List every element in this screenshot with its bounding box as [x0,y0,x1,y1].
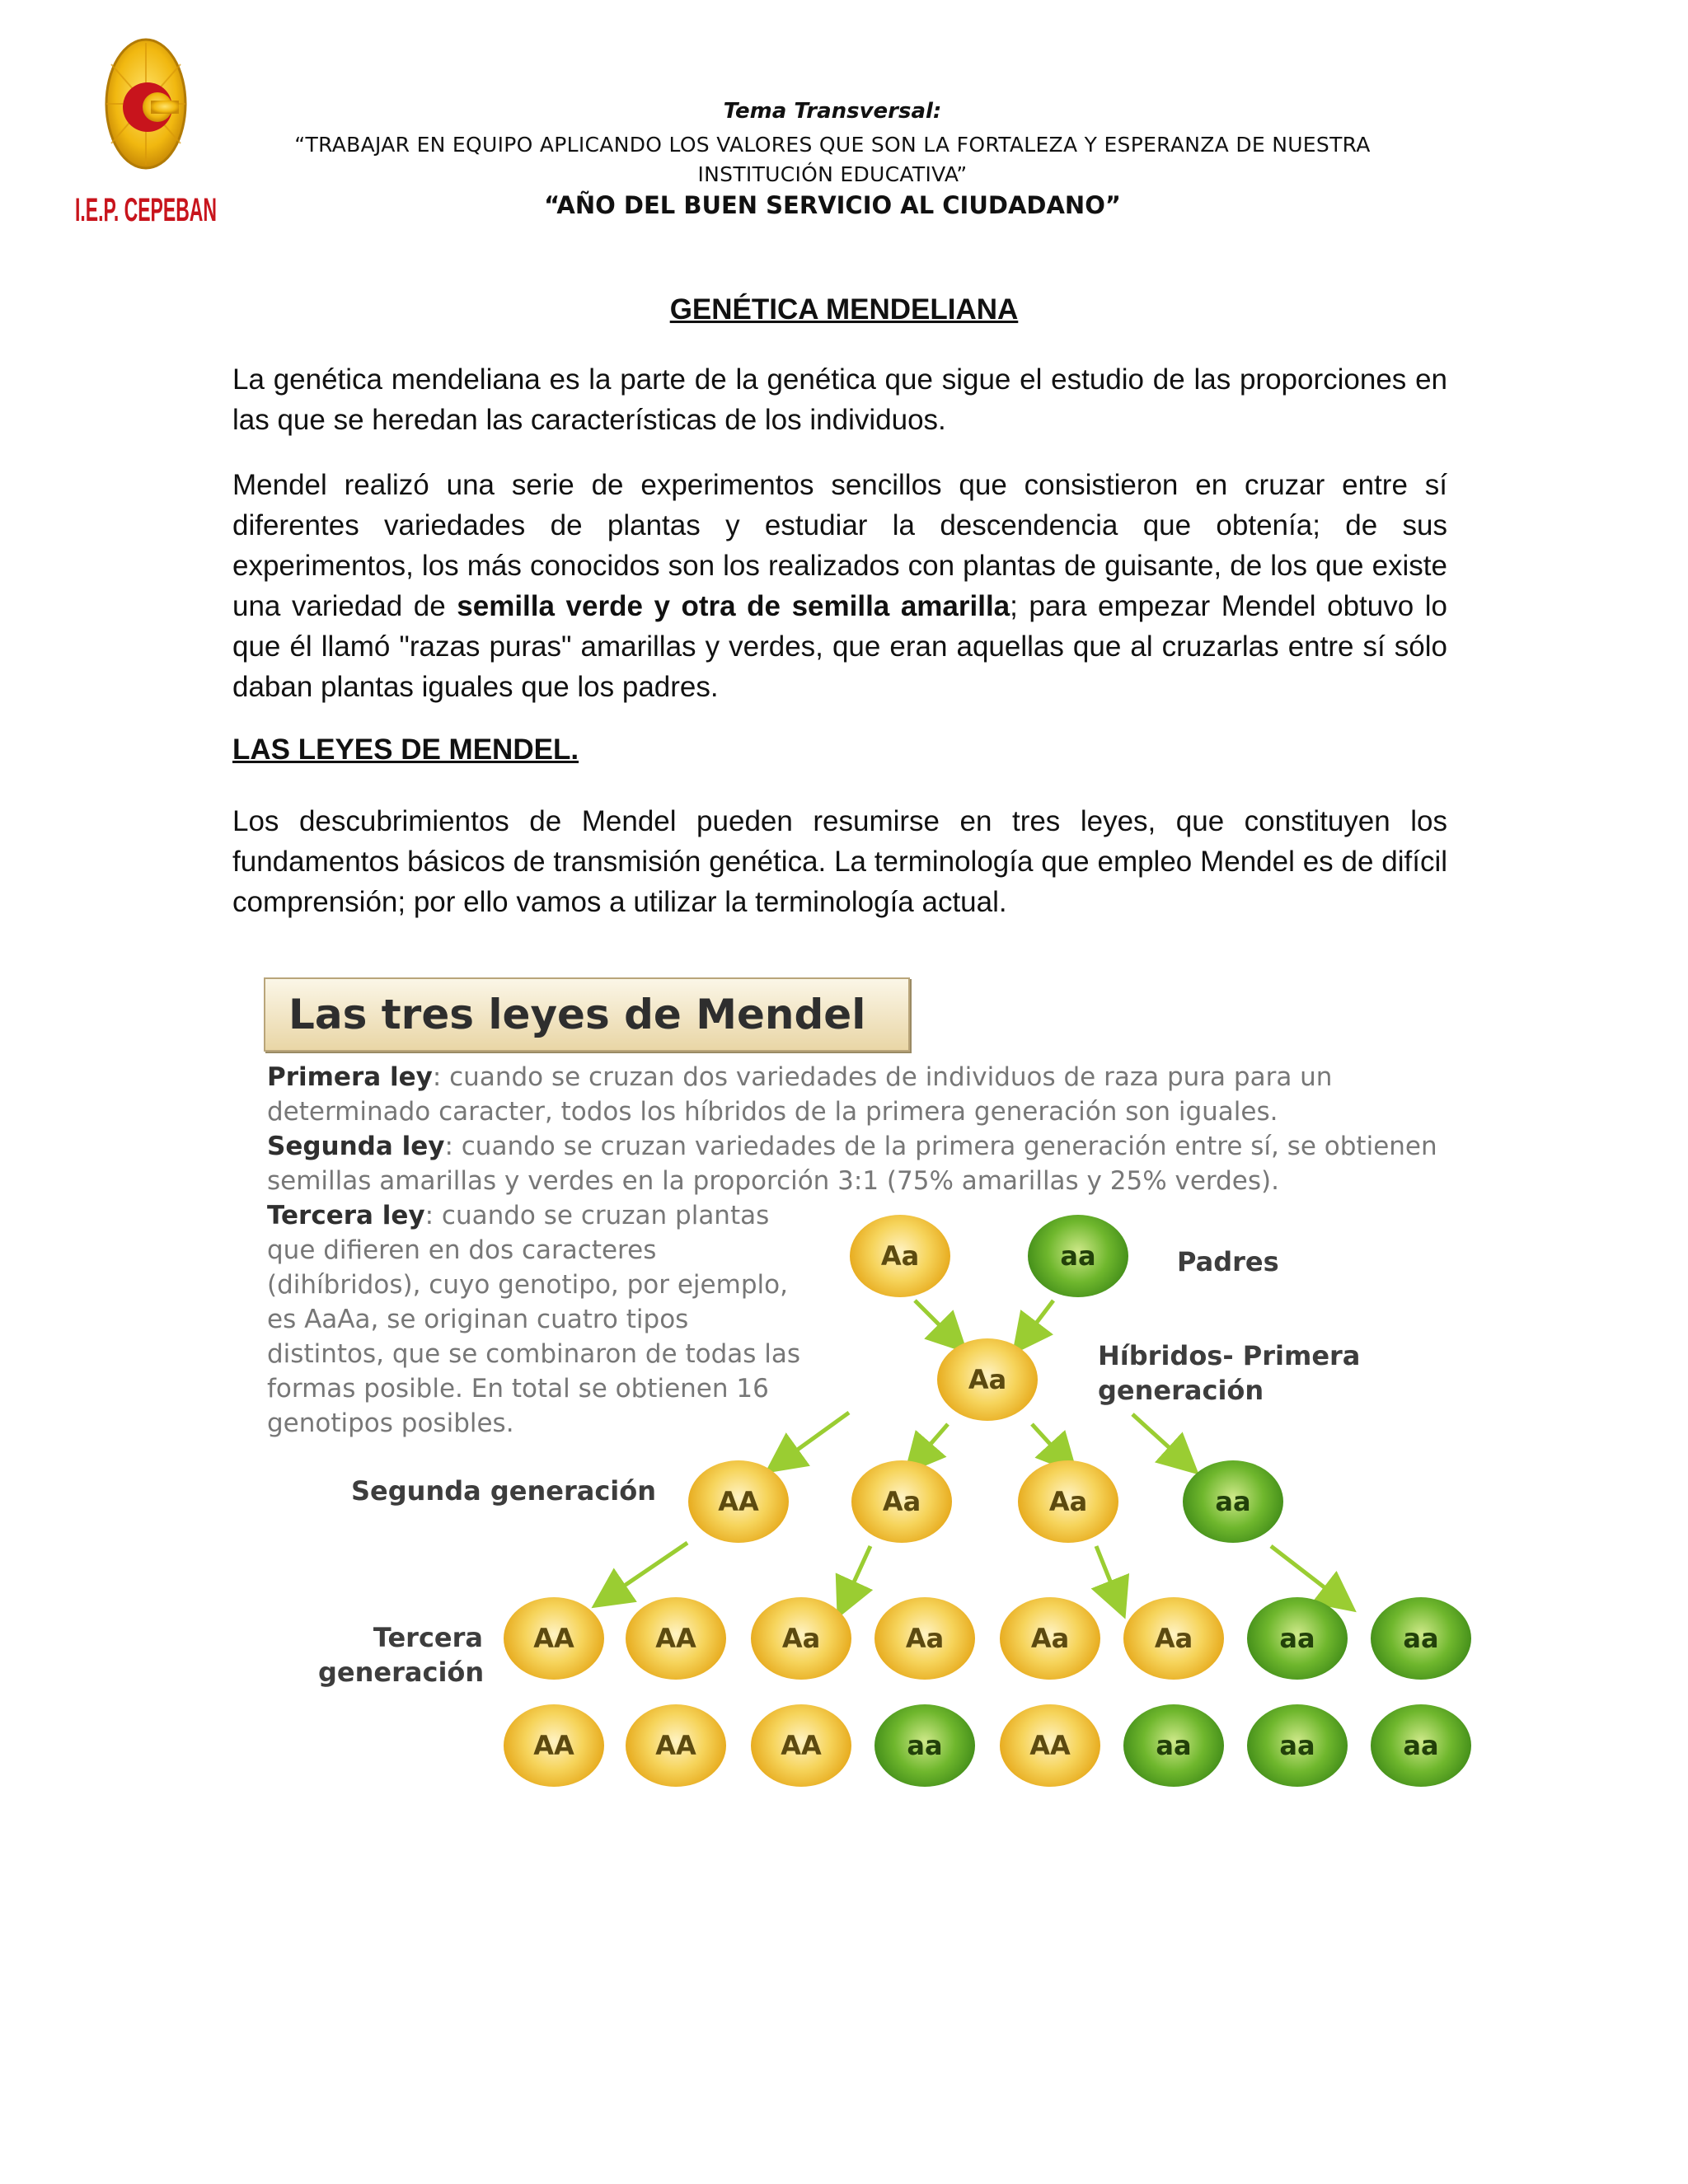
third-generation-seed: Aa [751,1597,851,1680]
inheritance-arrow [1032,1424,1067,1462]
motto-line-2: INSTITUCIÓN EDUCATIVA” [697,162,968,186]
third-generation-seed: AA [504,1597,604,1680]
label-hibridos-line-1: Híbridos- Primera [1098,1340,1361,1371]
document-title: GENÉTICA MENDELIANA [669,293,1019,326]
second-law-name: Segunda ley [267,1132,445,1161]
third-generation-seed: aa [1371,1704,1471,1787]
p2-text-a: Mendel realizó una serie de experimentos sencillos que consistieron en cruzar entre sí diferentes variedades de plantas y estudiar la descendencia que obtenía; de sus experimentos, los más conocidos son los realizados con plantas de guisante, de los que existe una variedad de [232,469,1447,622]
logo-text: I.E.P. CEPEBAN [75,192,217,228]
label-hibridos [1098,1338,1360,1408]
third-law-name: Tercera ley [267,1201,425,1230]
third-generation-seed: aa [1247,1597,1348,1680]
first-law-desc: : cuando se cruzan dos variedades de individuos de raza pura para un determinado caracter, todos los híbridos de la primera generación son iguales. [267,1062,1333,1127]
label-tercera-line-1: Tercera [373,1622,483,1653]
inheritance-arrow [1132,1414,1187,1464]
second-law-desc: : cuando se cruzan variedades de la primera generación entre sí, se obtienen semillas amarillas y verdes en la proporción 3:1 (75% amarillas y 25% verdes). [267,1132,1437,1196]
p2-text-b: ; para empezar Mendel obtuvo lo que él llamó "razas puras" amarillas y verdes, que eran aquellas que al cruzarlas entre sí sólo daban plantas iguales que los padres. [232,590,1448,703]
hybrid-seed: Aa [937,1338,1038,1421]
figure-title: Las tres leyes de Mendel [288,991,866,1038]
label-hibridos-line-2: generación [1098,1375,1264,1406]
second-generation-seed: aa [1183,1460,1283,1543]
year-slogan: “AÑO DEL BUEN SERVICIO AL CIUDADANO” [544,191,1121,219]
third-generation-seed: AA [1000,1704,1100,1787]
inheritance-arrow [915,1301,956,1342]
inheritance-arrow [844,1546,870,1604]
parent-seed: aa [1028,1215,1128,1297]
third-generation-seed: AA [626,1597,726,1680]
third-generation-seed: Aa [1000,1597,1100,1680]
motto-text [231,130,1434,190]
inheritance-arrow [1022,1301,1053,1342]
motto-line-1: “TRABAJAR EN EQUIPO APLICANDO LOS VALORES QUE SON LA FORTALEZA Y ESPERANZA DE NUESTRA [294,133,1371,157]
paragraph-experiments [232,465,1447,707]
third-generation-seed: AA [626,1704,726,1787]
second-generation-seed: AA [688,1460,789,1543]
third-generation-seed: aa [1123,1704,1224,1787]
third-generation-seed: AA [504,1704,604,1787]
second-generation-seed: Aa [851,1460,952,1543]
first-law-name: Primera ley [267,1062,433,1092]
paragraph-intro: La genética mendeliana es la parte de la genética que sigue el estudio de las proporciones en las que se heredan las características de los individuos. [232,363,1447,436]
paragraph-laws-intro: Los descubrimientos de Mendel pueden resumirse en tres leyes, que constituyen los fundamentos básicos de transmisión genética. La terminología que empleo Mendel es de difícil comprensión; por ello vamos a utilizar la terminología actual. [232,805,1447,918]
third-generation-seed: Aa [874,1597,975,1680]
third-generation-seed: aa [1371,1597,1471,1680]
tema-transversal-label: Tema Transversal: [723,99,942,124]
label-segunda-generacion: Segunda generación [351,1475,657,1507]
school-logo [70,31,223,229]
inheritance-arrow [915,1424,948,1462]
inheritance-arrow [1271,1546,1343,1602]
second-generation-seed: Aa [1018,1460,1118,1543]
third-generation-seed: Aa [1123,1597,1224,1680]
label-tercera-generacion [318,1620,483,1690]
inheritance-arrow [778,1413,849,1464]
label-padres: Padres [1177,1246,1279,1277]
laws-heading: LAS LEYES DE MENDEL. [232,733,579,766]
inheritance-arrow [1096,1546,1119,1604]
p2-bold-text: semilla verde y otra de semilla amarilla [457,590,1010,622]
third-generation-seed: AA [751,1704,851,1787]
third-generation-seed: aa [874,1704,975,1787]
mendel-laws-figure [256,969,1484,1793]
third-law-desc: : cuando se cruzan plantas que difieren en dos caracteres (dihíbridos), cuyo genotipo, por ejemplo, es AaAa, se originan cuatro tipos distintos, que se combinaron de todas las formas posible. En total se obtienen 16 genotipos posibles. [267,1201,801,1438]
label-tercera-line-2: generación [318,1657,485,1688]
third-generation-seed: aa [1247,1704,1348,1787]
parent-seed: Aa [850,1215,950,1297]
inheritance-arrow [605,1543,687,1599]
